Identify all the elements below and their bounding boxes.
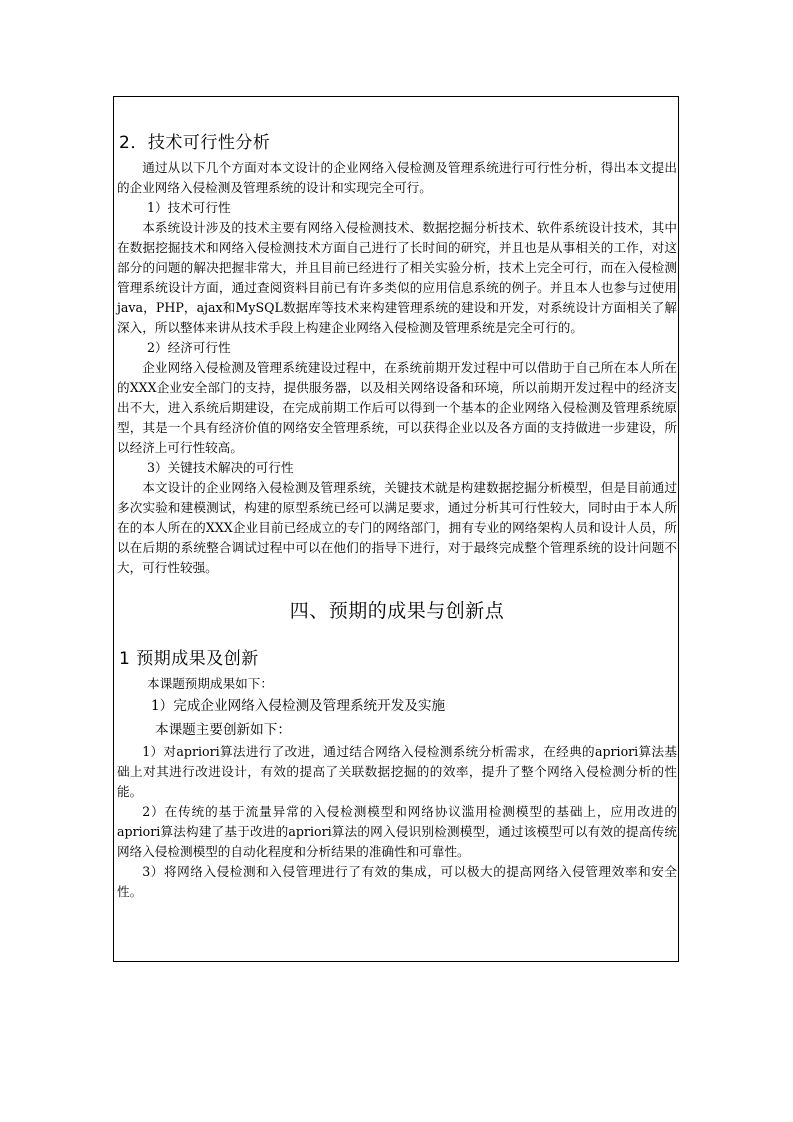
section-heading-results: 1 预期成果及创新 — [119, 649, 259, 669]
subheading-key-technology: 3）关键技术解决的可行性 — [147, 460, 294, 475]
paragraph-key-technology: 本文设计的企业网络入侵检测及管理系统，关键技术就是构建数据挖掘分析模型，但是目前通过多次实验和建模测试，构建的原型系统已经可以满足要求，通过分析其可行性较大，同时由于本人所在的本人所在的XXX企业目前已经成立的专门的网络部门，拥有专业的网络架构人员和设计人员，所以在后期的系统整合调试过程中可以在他们的指导下进行，对于最终完成整个管理系统的设计问题不大，可行性较强。 — [117, 480, 677, 575]
document-body — [117, 130, 677, 902]
section-heading-feasibility: 2．技术可行性分析 — [119, 133, 271, 153]
result-item: 1）完成企业网络入侵检测及管理系统开发及实施 — [151, 698, 446, 714]
innovations-intro: 本课题主要创新如下： — [155, 722, 291, 738]
innovation-item: 2）在传统的基于流量异常的入侵检测模型和网络协议滥用检测模型的基础上，应用改进的apriori算法构建了基于改进的apriori算法的网入侵识别检测模型，通过该模型可以有效的提高传统网络入侵检测模型的自动化程度和分析结果的准确性和可靠性。 — [117, 804, 677, 859]
paragraph-technical: 本系统设计涉及的技术主要有网络入侵检测技术、数据挖掘分析技术、软件系统设计技术，其中在数据挖掘技术和网络入侵检测技术方面自己进行了长时间的研究，并且也是从事相关的工作，对这部分的问题的解决把握非常大，并且目前已经进行了相关实验分析，技术上完全可行，而在入侵检测管理系统设计方面，通过查阅资料目前已有许多类似的应用信息系统的例子。并且本人也参与过使用java，PHP，ajax和MySQL数据库等技术来构建管理系统的建设和开发，对系统设计方面相关了解深入，所以整体来讲从技术手段上构建企业网络入侵检测及管理系统是完全可行的。 — [117, 220, 677, 335]
innovation-item: 3）将网络入侵检测和入侵管理进行了有效的集成，可以极大的提高网络入侵管理效率和安全性。 — [117, 864, 677, 899]
chapter-title: 四、预期的成果与创新点 — [289, 600, 505, 622]
results-intro: 本课题预期成果如下： — [147, 676, 273, 691]
paragraph-economic: 企业网络入侵检测及管理系统建设过程中，在系统前期开发过程中可以借助于自己所在本人所在的XXX企业安全部门的支持，提供服务器，以及相关网络设备和环境，所以前期开发过程中的经济支出不大，进入系统后期建设，在完成前期工作后可以得到一个基本的企业网络入侵检测及管理系统原型，其是一个具有经济价值的网络安全管理系统，可以获得企业以及各方面的支持做进一步建设，所以经济上可行性较高。 — [117, 360, 677, 455]
subheading-technical: 1）技术可行性 — [147, 200, 231, 215]
subheading-economic: 2）经济可行性 — [147, 340, 231, 355]
feasibility-intro: 通过从以下几个方面对本文设计的企业网络入侵检测及管理系统进行可行性分析，得出本文提出的企业网络入侵检测及管理系统的设计和实现完全可行。 — [117, 160, 677, 195]
innovation-item: 1）对apriori算法进行了改进，通过结合网络入侵检测系统分析需求，在经典的apriori算法基础上对其进行改进设计，有效的提高了关联数据挖掘的的效率，提升了整个网络入侵检测分析的性能。 — [117, 744, 677, 799]
